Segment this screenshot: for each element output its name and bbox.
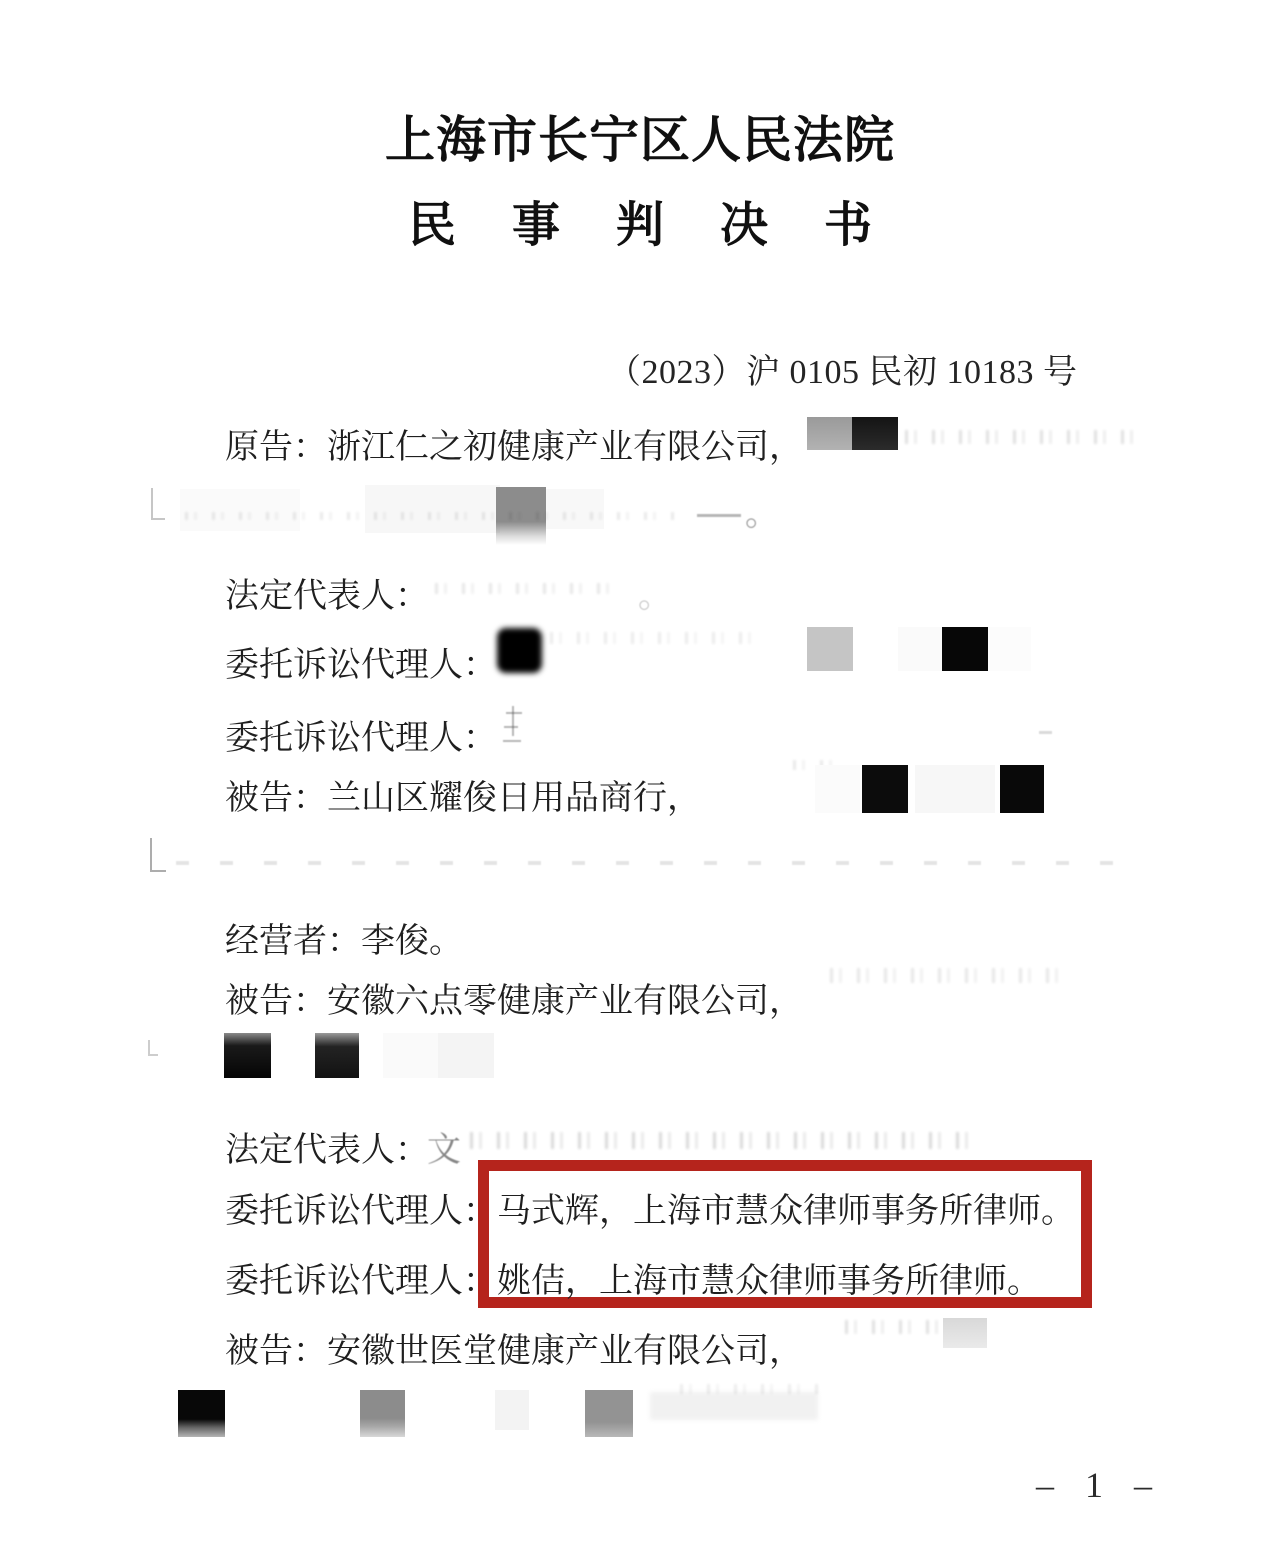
scan-artifact-bracket (151, 488, 165, 520)
redaction-blob (497, 628, 542, 673)
redaction-block (988, 627, 1031, 671)
redaction-block (180, 489, 300, 531)
agent-label: 委托诉讼代理人： (225, 647, 497, 684)
scan-artifact-dash (697, 514, 741, 517)
redaction-block (224, 1033, 271, 1078)
operator-value: 李俊。 (361, 923, 463, 960)
page-number: – 1 – (1036, 1465, 1163, 1505)
agent-line (225, 637, 497, 686)
operator-line (225, 913, 463, 962)
defendant-label: 被告： (225, 1333, 327, 1370)
ghost-stroke (506, 712, 522, 714)
redacted-text-smear (550, 632, 765, 644)
case-number: （2023）沪 0105 民初 10183 号 (607, 354, 1078, 391)
redacted-text-smear (680, 1384, 820, 1394)
defendant-label: 被告： (225, 983, 327, 1020)
agent-line (225, 710, 497, 759)
redaction-block (807, 417, 852, 450)
ghost-stroke (504, 726, 518, 728)
ghost-stroke (503, 740, 521, 742)
scan-artifact-bracket (150, 838, 166, 872)
redaction-block (315, 1033, 359, 1078)
redaction-block (438, 1033, 494, 1078)
legal-rep-label: 法定代表人： (225, 578, 429, 615)
defendant-line (225, 973, 803, 1022)
ghost-period: 。 (638, 578, 672, 615)
defendant-value: 安徽世医堂健康产业有限公司， (327, 1333, 803, 1370)
defendant-label: 被告： (225, 780, 327, 817)
agent-label: 委托诉讼代理人： (225, 720, 497, 757)
redaction-block (360, 1390, 405, 1437)
redaction-block (495, 1390, 529, 1430)
redacted-text-smear (435, 583, 615, 594)
redaction-block (943, 1318, 987, 1348)
defendant-line (225, 1323, 803, 1372)
redaction-block (365, 485, 500, 533)
legal-rep-line (225, 568, 429, 617)
redaction-block (383, 1033, 439, 1078)
legal-rep-label: 法定代表人： (225, 1132, 429, 1169)
redaction-block (915, 765, 995, 813)
redaction-block (1000, 765, 1044, 813)
scan-artifact-bracket (148, 1040, 158, 1056)
redaction-block (178, 1390, 225, 1437)
defendant-line (225, 770, 701, 819)
operator-label: 经营者： (225, 923, 361, 960)
plaintiff-label: 原告： (225, 429, 327, 466)
redacted-text-smear (845, 1320, 940, 1334)
redacted-text-smear (176, 861, 1138, 865)
agent-line-highlighted (225, 1253, 1041, 1302)
redaction-block (898, 627, 942, 671)
redaction-block (585, 1390, 633, 1437)
redaction-block (852, 417, 898, 450)
redaction-block (942, 627, 988, 671)
redaction-block (546, 489, 604, 529)
agent-value: 姚佶，上海市慧众律师事务所律师。 (497, 1263, 1041, 1300)
scan-artifact-dash (1039, 731, 1052, 734)
redaction-block (815, 765, 860, 813)
agent-label: 委托诉讼代理人： (225, 1263, 497, 1300)
plaintiff-value: 浙江仁之初健康产业有限公司， (327, 429, 803, 466)
plaintiff-line (225, 419, 803, 468)
redacted-text-smear (830, 968, 1058, 983)
agent-label: 委托诉讼代理人： (225, 1193, 497, 1230)
defendant-value: 安徽六点零健康产业有限公司， (327, 983, 803, 1020)
court-name: 上海市长宁区人民法院 (385, 112, 895, 168)
redaction-block (650, 1392, 818, 1420)
agent-value: 马式辉，上海市慧众律师事务所律师。 (497, 1193, 1075, 1230)
agent-line-highlighted (225, 1183, 1075, 1232)
redaction-block (807, 627, 853, 671)
redacted-text-smear (470, 1132, 978, 1149)
ghost-period: 。 (745, 496, 779, 533)
redacted-text-smear (185, 512, 680, 520)
redaction-block (862, 765, 908, 813)
document-type-title: 民 事 判 决 书 (407, 199, 894, 252)
ghost-partial-char: 文 (427, 1132, 461, 1169)
ghost-stroke (512, 706, 514, 736)
redacted-text-smear (905, 430, 1143, 444)
defendant-value: 兰山区耀俊日用品商行， (327, 780, 701, 817)
legal-rep-line (225, 1122, 429, 1171)
